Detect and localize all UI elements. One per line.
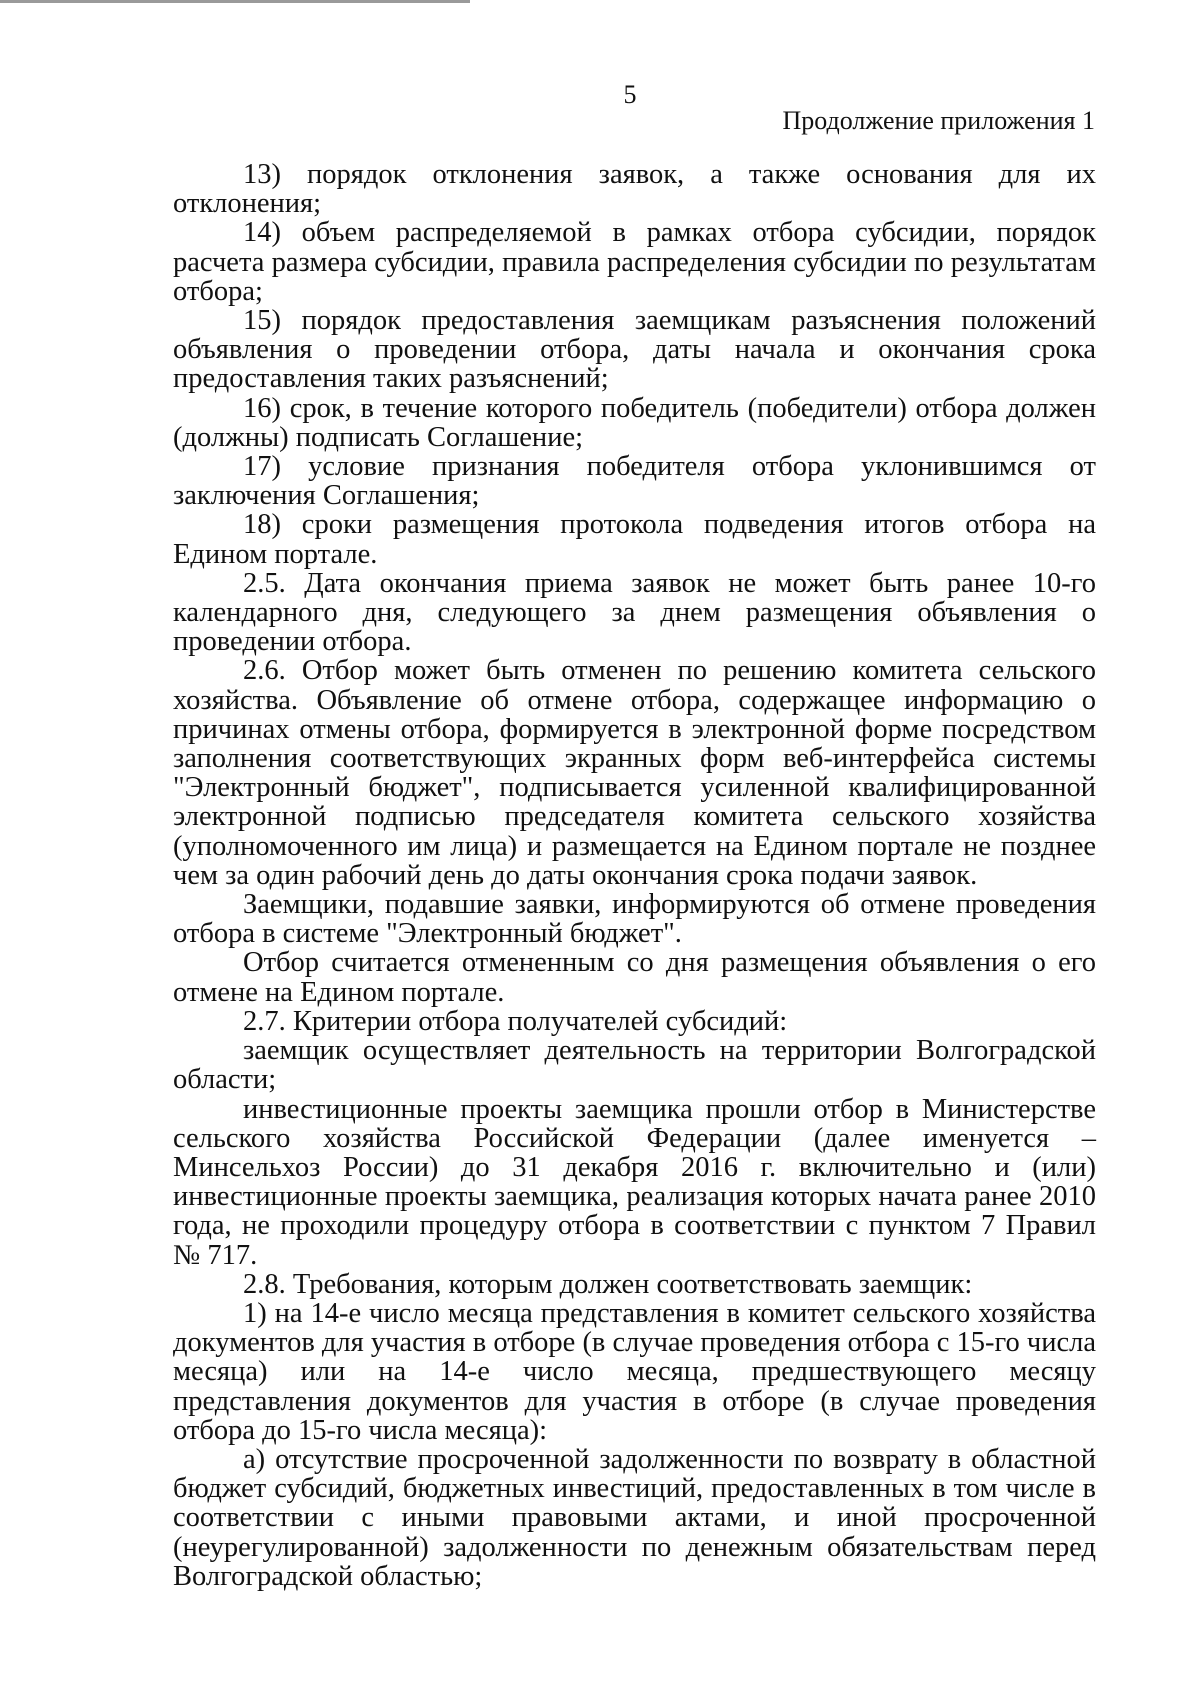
paragraph-item-17: 17) условие признания победителя отбора уклонившимся от заключения Соглашения;	[173, 451, 1096, 512]
paragraph-2-8-item-1: 1) на 14-е число месяца представления в комитет сельского хозяйства документов для участия в отборе (в случае проведения отбора с 15-го числа месяца) или на 14-е число месяца, предшествующего месяцу представления документов для участия в отборе (в случае проведения отбора до 15-го числа месяца):	[173, 1297, 1096, 1446]
scan-edge	[0, 0, 470, 3]
page-number: 5	[623, 80, 637, 109]
paragraph-2-8: 2.8. Требования, которым должен соответствовать заемщик:	[243, 1268, 973, 1300]
paragraph-2-7-criterion-territory: заемщик осуществляет деятельность на территории Волгоградской области;	[173, 1035, 1096, 1096]
paragraph-2-6: 2.6. Отбор может быть отменен по решению комитета сельского хозяйства. Объявление об отмене отбора, содержащее информацию о причинах отмены отбора, формируется в электронной форме посредством заполнения соответствующих экранных форм веб-интерфейса системы "Электронный бюджет", подписывается усиленной квалифицированной электронной подписью председателя комитета сельского хозяйства (уполномоченного им лица) и размещается на Едином портале не позднее чем за один рабочий день до даты окончания срока подачи заявок.	[173, 655, 1096, 891]
paragraph-2-6-cancelled: Отбор считается отмененным со дня размещения объявления о его отмене на Едином портале.	[173, 947, 1096, 1008]
paragraph-2-5: 2.5. Дата окончания приема заявок не может быть ранее 10-го календарного дня, следующего за днем размещения объявления о проведении отбора.	[173, 567, 1096, 658]
paragraph-2-7: 2.7. Критерии отбора получателей субсидий:	[243, 1005, 788, 1037]
paragraph-item-13: 13) порядок отклонения заявок, а также основания для их отклонения;	[173, 159, 1096, 220]
paragraph-2-8-item-1-a: а) отсутствие просроченной задолженности по возврату в областной бюджет субсидий, бюджетных инвестиций, предоставленных в том числе в соответствии с иными правовыми актами, и иной просроченной (неурегулированной) задолженности по денежным обязательствам перед Волгоградской областью;	[173, 1443, 1096, 1592]
paragraph-item-14: 14) объем распределяемой в рамках отбора субсидии, порядок расчета размера субсидии, правила распределения субсидии по результатам отбора;	[173, 217, 1096, 307]
appendix-continuation-note: Продолжение приложения 1	[782, 106, 1095, 135]
paragraph-item-15: 15) порядок предоставления заемщикам разъяснения положений объявления о проведении отбора, даты начала и окончания срока предоставления таких разъяснений;	[173, 305, 1096, 395]
paragraph-item-18: 18) сроки размещения протокола подведения итогов отбора на Едином портале.	[173, 509, 1096, 570]
paragraph-2-7-criterion-projects: инвестиционные проекты заемщика прошли отбор в Министерстве сельского хозяйства Российской Федерации (далее именуется – Минсельхоз России) до 31 декабря 2016 г. включительно и (или) инвестиционные проекты заемщика, реализация которых начата ранее 2010 года, не проходили процедуру отбора в соответствии с пунктом 7 Правил № 717.	[173, 1093, 1096, 1271]
paragraph-item-16: 16) срок, в течение которого победитель (победители) отбора должен (должны) подписать Соглашение;	[173, 392, 1096, 453]
document-body	[173, 160, 1096, 1591]
paragraph-2-6-borrowers: Заемщики, подавшие заявки, информируются об отмене проведения отбора в системе "Электронный бюджет".	[173, 889, 1096, 950]
